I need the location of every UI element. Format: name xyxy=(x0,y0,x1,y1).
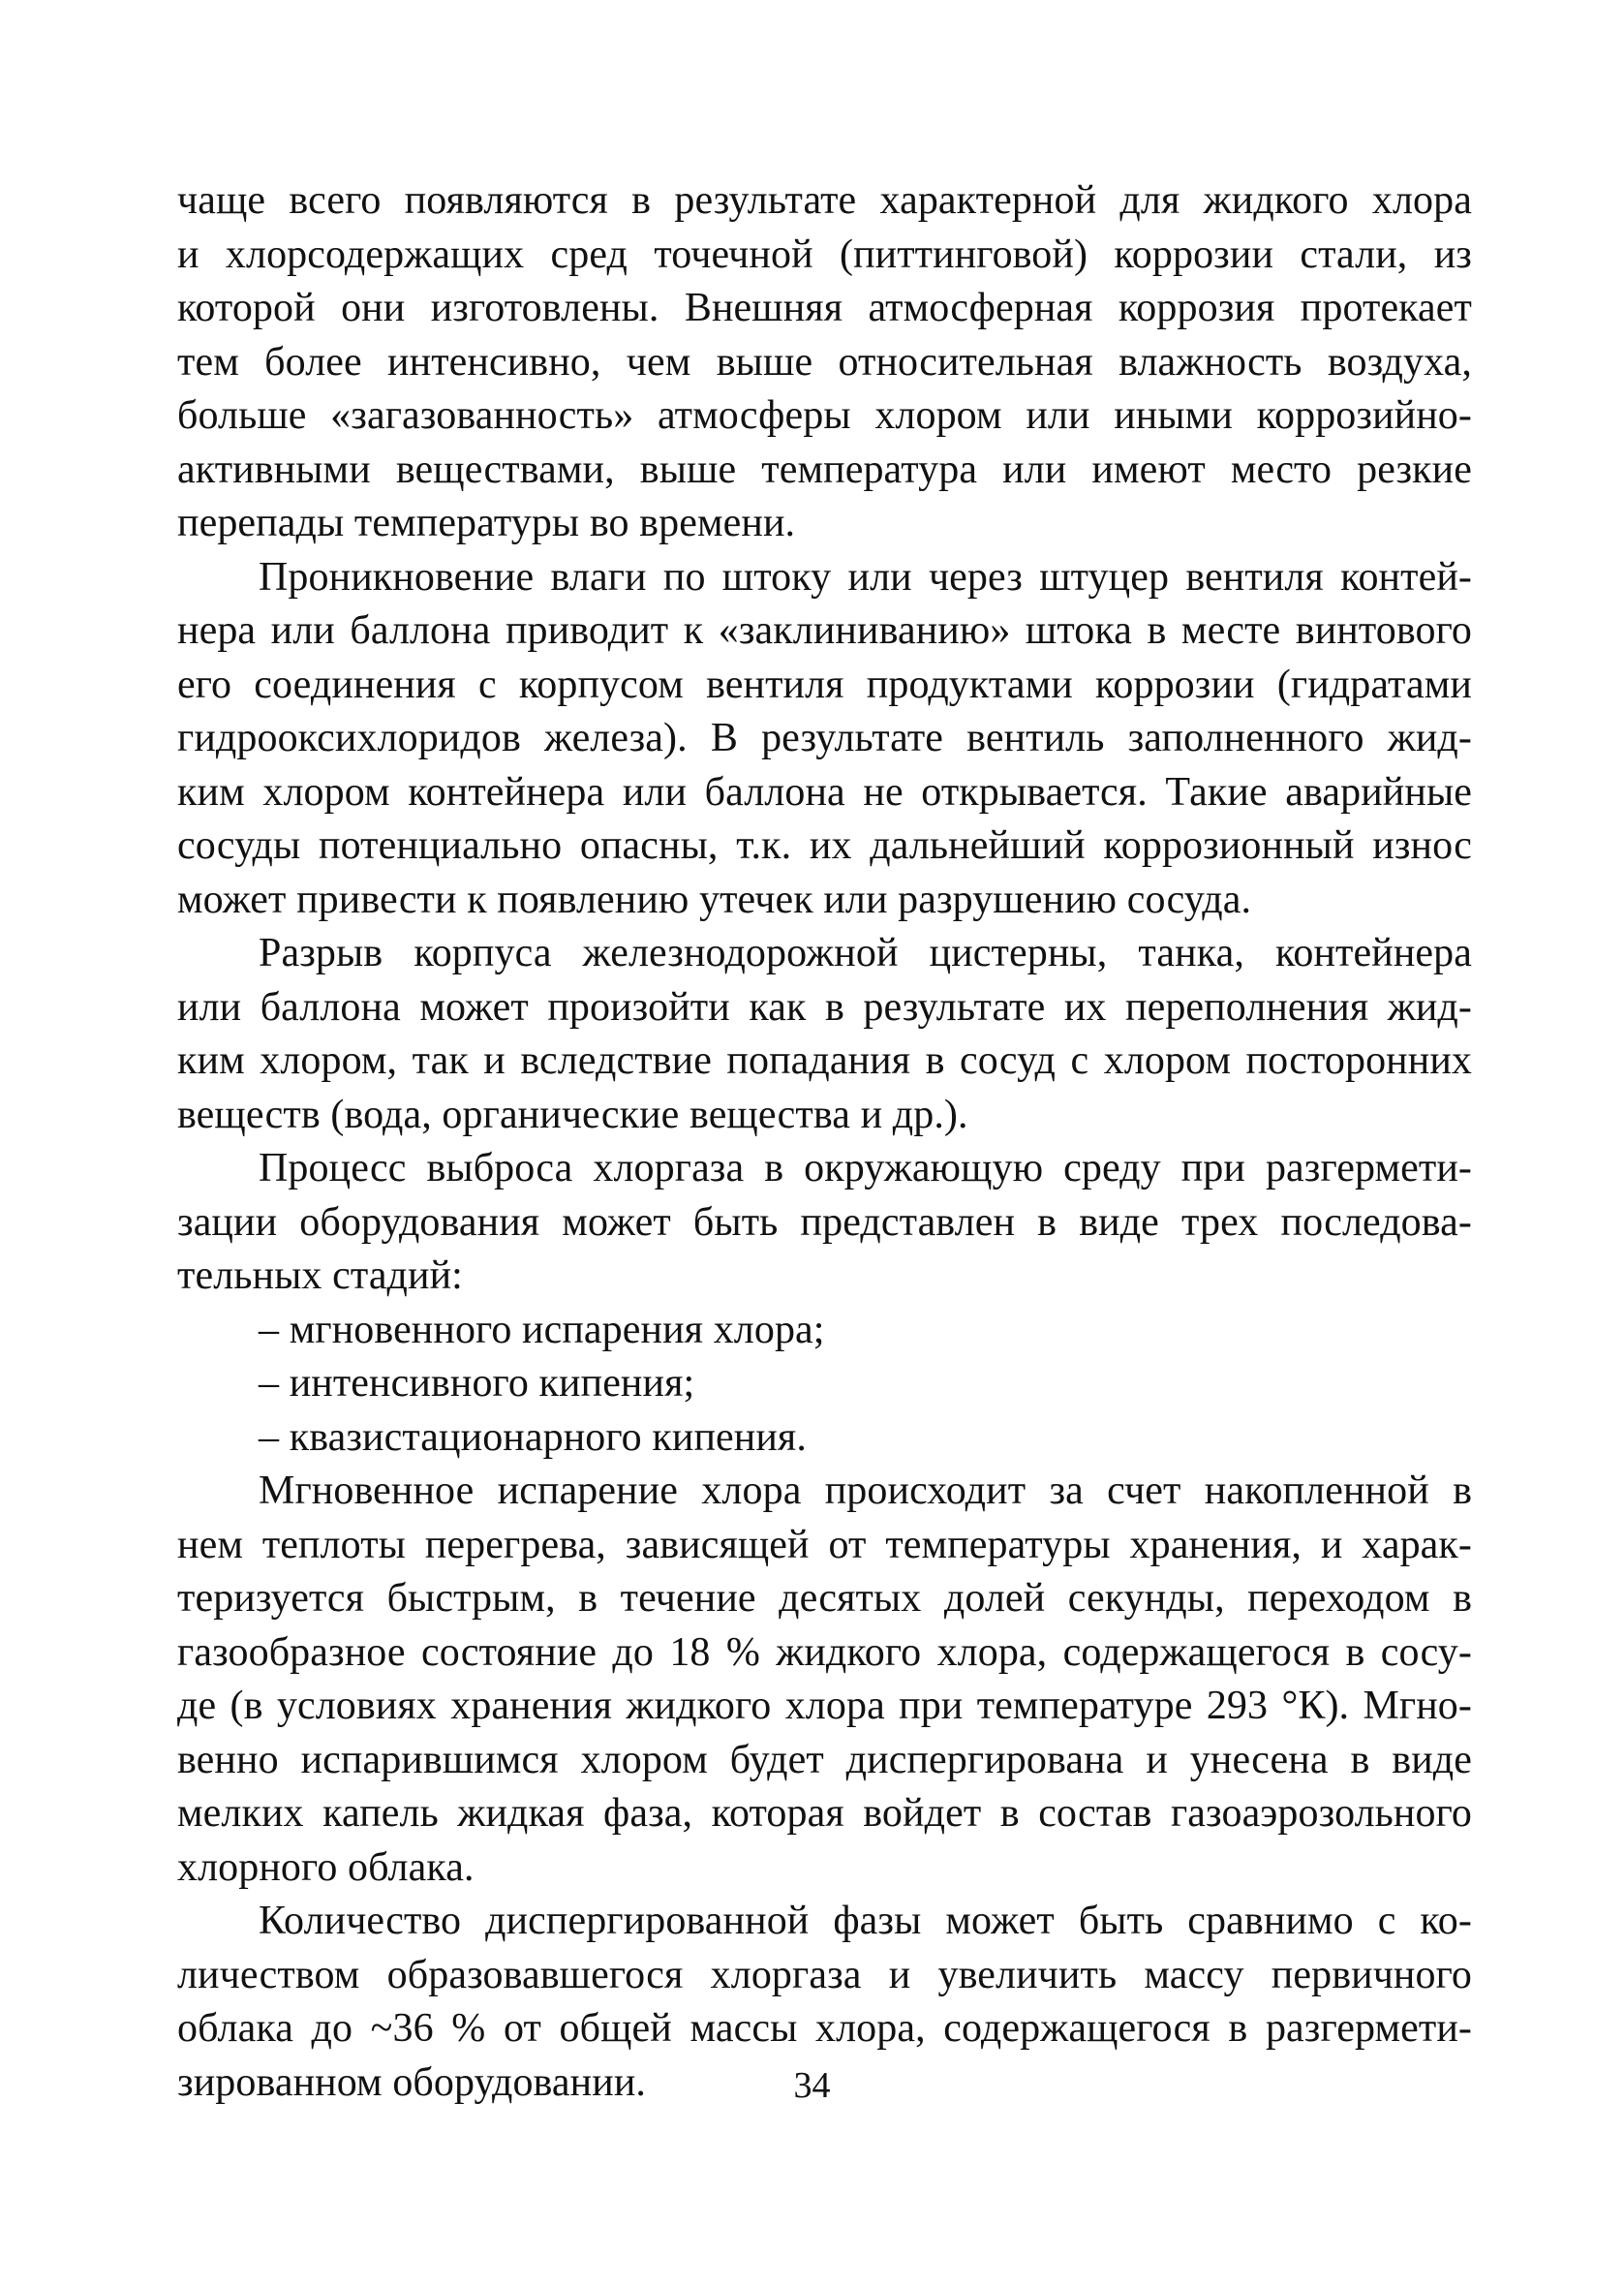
text-line: Проникновение влаги по штоку или через штуцер вентиля контей- xyxy=(259,554,1472,600)
text-line: веществ (вода, органические вещества и др.). xyxy=(177,1092,968,1137)
text-line: газообразное состояние до 18 % жидкого хлора, содержащегося в сосу- xyxy=(177,1629,1472,1675)
list-item: – квазистационарного кипения. xyxy=(259,1414,807,1460)
text-line: де (в условиях хранения жидкого хлора при температуре 293 °К). Мгно- xyxy=(177,1684,1472,1728)
text-line: гидрооксихлоридов железа). В результате вентиль заполненного жид- xyxy=(177,716,1472,760)
text-line: ким хлором контейнера или баллона не открывается. Такие аварийные xyxy=(177,769,1472,815)
text-line: может привести к появлению утечек или разрушению сосуда. xyxy=(177,877,1252,922)
text-line: нера или баллона приводит к «заклиниванию» штока в месте винтового xyxy=(177,608,1472,653)
text-line: его соединения с корпусом вентиля продуктами коррозии (гидратами xyxy=(177,662,1472,707)
text-line: Разрыв корпуса железнодорожной цистерны, танка, контейнера xyxy=(259,931,1472,975)
text-line: зированном оборудовании. xyxy=(177,2059,647,2105)
list-item: – интенсивного кипения; xyxy=(259,1361,695,1406)
text-line: которой они изготовлены. Внешняя атмосферная коррозия протекает xyxy=(177,286,1472,330)
text-line: активными веществами, выше температура или имеют место резкие xyxy=(177,447,1472,492)
text-line: Процесс выброса хлоргаза в окружающую среду при разгермети- xyxy=(259,1146,1472,1190)
body-text xyxy=(177,174,1472,2110)
text-line: сосуды потенциально опасны, т.к. их дальнейший коррозионный износ xyxy=(177,823,1472,868)
list-item: – мгновенного испарения хлора; xyxy=(259,1307,825,1352)
text-line: Мгновенное испарение хлора происходит за счет накопленной в xyxy=(259,1469,1472,1513)
text-line: хлорного облака. xyxy=(177,1844,475,1890)
text-line: Количество диспергированной фазы может быть сравнимо с ко- xyxy=(259,1899,1472,1943)
text-line: личеством образовавшегося хлоргаза и увеличить массу первичного xyxy=(177,1952,1472,1997)
text-line: облака до ~36 % от общей массы хлора, содержащегося в разгермети- xyxy=(177,2006,1472,2051)
text-line: ким хлором, так и вследствие попадания в сосуд с хлором посторонних xyxy=(177,1038,1472,1083)
text-line: или баллона может произойти как в результате их переполнения жид- xyxy=(177,984,1472,1030)
text-line: тельных стадий: xyxy=(177,1253,463,1298)
text-line: чаще всего появляются в результате характерной для жидкого хлора xyxy=(177,178,1472,223)
text-line: зации оборудования может быть представлен в виде трех последова- xyxy=(177,1199,1472,1245)
text-line: теризуется быстрым, в течение десятых долей секунды, переходом в xyxy=(177,1576,1472,1621)
text-line: венно испарившимся хлором будет диспергирована и унесена в виде xyxy=(177,1737,1472,1782)
text-line: нем теплоты перегрева, зависящей от температуры хранения, и харак- xyxy=(177,1522,1472,1567)
text-line: перепады температуры во времени. xyxy=(177,501,796,545)
text-line: тем более интенсивно, чем выше относительная влажность воздуха, xyxy=(177,339,1472,385)
text-line: мелких капель жидкая фаза, которая войдет в состав газоаэрозольного xyxy=(177,1791,1472,1836)
text-line: больше «загазованность» атмосферы хлором или иными коррозийно- xyxy=(177,393,1472,438)
page-number: 34 xyxy=(793,2065,831,2106)
text-line: и хлорсодержащих сред точечной (питтинговой) коррозии стали, из xyxy=(177,232,1472,277)
